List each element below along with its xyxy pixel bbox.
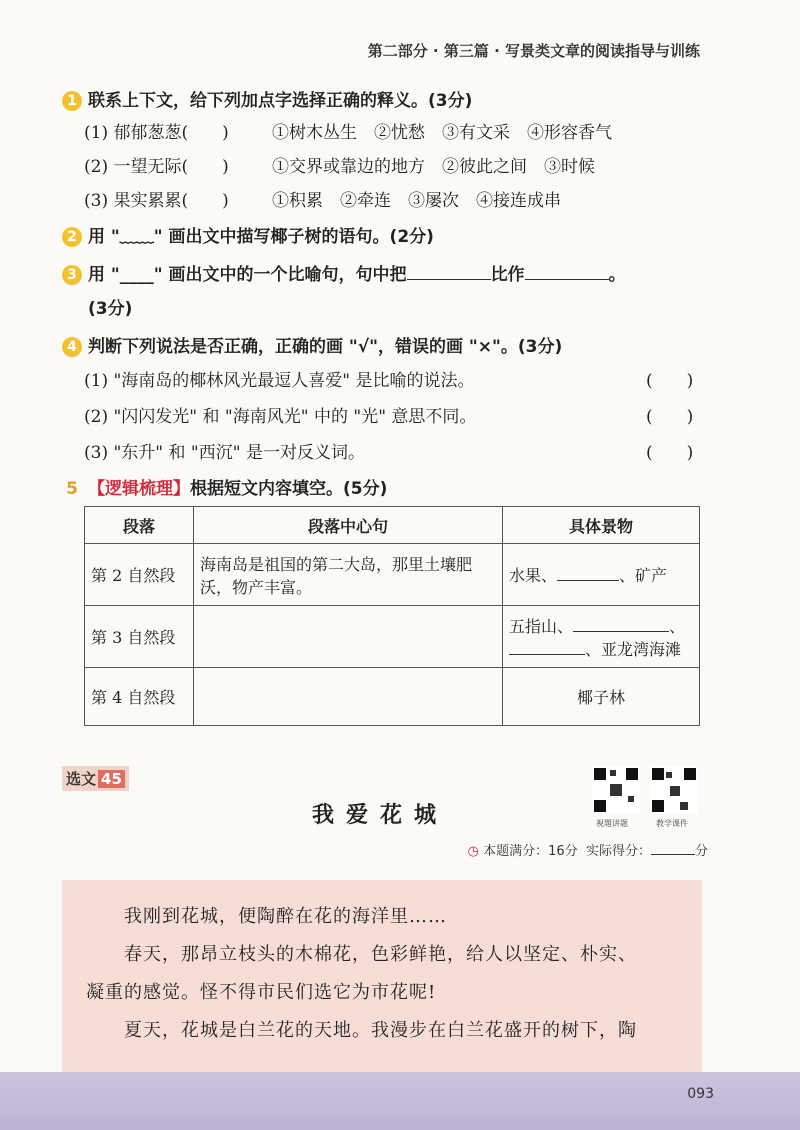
q4-item-2: (2) "闪闪发光" 和 "海南风光" 中的 "光" 意思不同。 [84,407,477,427]
table-cell: 海南岛是祖国的第二大岛，那里土壤肥沃，物产丰富。 [194,544,503,606]
question-number: 1 [62,91,82,111]
q1-item-1: (1) 郁郁葱葱( ) [84,123,229,143]
question-5 [62,474,387,499]
score-blank[interactable] [651,854,695,855]
question-text-2: 比作 [490,265,525,285]
q1-item-3: (3) 果实累累( ) [84,191,229,211]
answer-paren[interactable]: ( ) [646,407,694,427]
table-row [85,606,700,668]
question-4 [62,332,562,357]
answer-paren[interactable]: ( ) [646,371,694,391]
answer-blank[interactable] [573,631,669,632]
answer-blank[interactable] [407,279,491,280]
passage-line: 春天，那昂立枝头的木棉花，色彩鲜艳，给人以坚定、朴实、 [124,944,637,965]
answer-blank[interactable] [509,654,585,655]
q4-item-1: (1) "海南岛的椰林风光最逗人喜爱" 是比喻的说法。 [84,371,475,391]
question-3-score: (3分) [88,299,133,319]
question-number: 4 [62,337,82,357]
table-header: 段落 [85,507,194,544]
question-text: 用 "____" 画出文中的一个比喻句，句中把 [88,265,407,285]
clock-icon: ◷ [467,844,480,859]
table-row [85,544,700,606]
question-number: 2 [62,227,82,247]
running-header: 第二部分 · 第三篇 · 写景类文章的阅读指导与训练 [367,42,700,60]
page-number: 093 [687,1086,714,1102]
table-header: 具体景物 [503,507,700,544]
answer-blank[interactable] [525,279,609,280]
page-footer-band [0,1072,800,1130]
question-2 [62,222,434,247]
q1-item-3-options: ①积累 ②牵连 ③屡次 ④接连成串 [272,191,561,211]
question-text: 用 "﹏﹏" 画出文中描写椰子树的语句。(2分) [88,227,434,247]
table-header: 段落中心句 [194,507,503,544]
section-tag: 选文 45 [62,766,129,791]
qr-code-icon[interactable] [650,766,698,814]
passage-line: 夏天，花城是白兰花的天地。我漫步在白兰花盛开的树下，陶 [124,1020,637,1041]
score-line: ◷ 本题满分：16分 实际得分： 分 [467,844,708,859]
answer-paren[interactable]: ( ) [646,443,694,463]
table-cell: 第 2 自然段 [85,544,194,606]
qr-label: 視題讲题 [596,819,628,828]
q1-item-1-options: ①树木丛生 ②忧愁 ③有文采 ④形容香气 [272,123,612,143]
table-cell: 五指山、 、 、亚龙湾海滩 [503,606,700,668]
table-header-row [85,507,700,544]
qr-label: 教学课件 [656,819,688,828]
question-text-3: 。 [608,265,626,285]
answer-blank[interactable] [557,580,619,581]
question-1 [62,86,472,111]
table-cell: 第 4 自然段 [85,668,194,726]
table-cell: 椰子林 [503,668,700,726]
question-3 [62,260,626,285]
table-cell: 第 3 自然段 [85,606,194,668]
question-text: 判断下列说法是否正确，正确的画 "√"，错误的画 "×"。(3分) [88,337,563,357]
q1-item-2: (2) 一望无际( ) [84,157,229,177]
summary-table [84,506,700,726]
passage-line: 我刚到花城，便陶醉在花的海洋里…… [124,906,447,927]
question-number: 3 [62,265,82,285]
question-text: 根据短文内容填空。(5分) [190,479,388,499]
q1-item-2-options: ①交界或靠边的地方 ②彼此之间 ③时候 [272,157,595,177]
logic-tag: 【逻辑梳理】 [88,479,190,499]
passage-box [62,880,702,1076]
qr-code-icon[interactable] [592,766,640,814]
question-text: 联系上下文，给下列加点字选择正确的释义。(3分) [88,91,473,111]
table-row [85,668,700,726]
table-cell: 水果、 、矿产 [503,544,700,606]
answer-cell[interactable] [194,668,503,726]
answer-cell[interactable] [194,606,503,668]
question-number: 5 [66,479,78,499]
q4-item-3: (3) "东升" 和 "西沉" 是一对反义词。 [84,443,365,463]
passage-line: 凝重的感觉。怪不得市民们选它为市花呢! [86,982,437,1003]
passage-title: 我爱花城 [311,802,448,828]
